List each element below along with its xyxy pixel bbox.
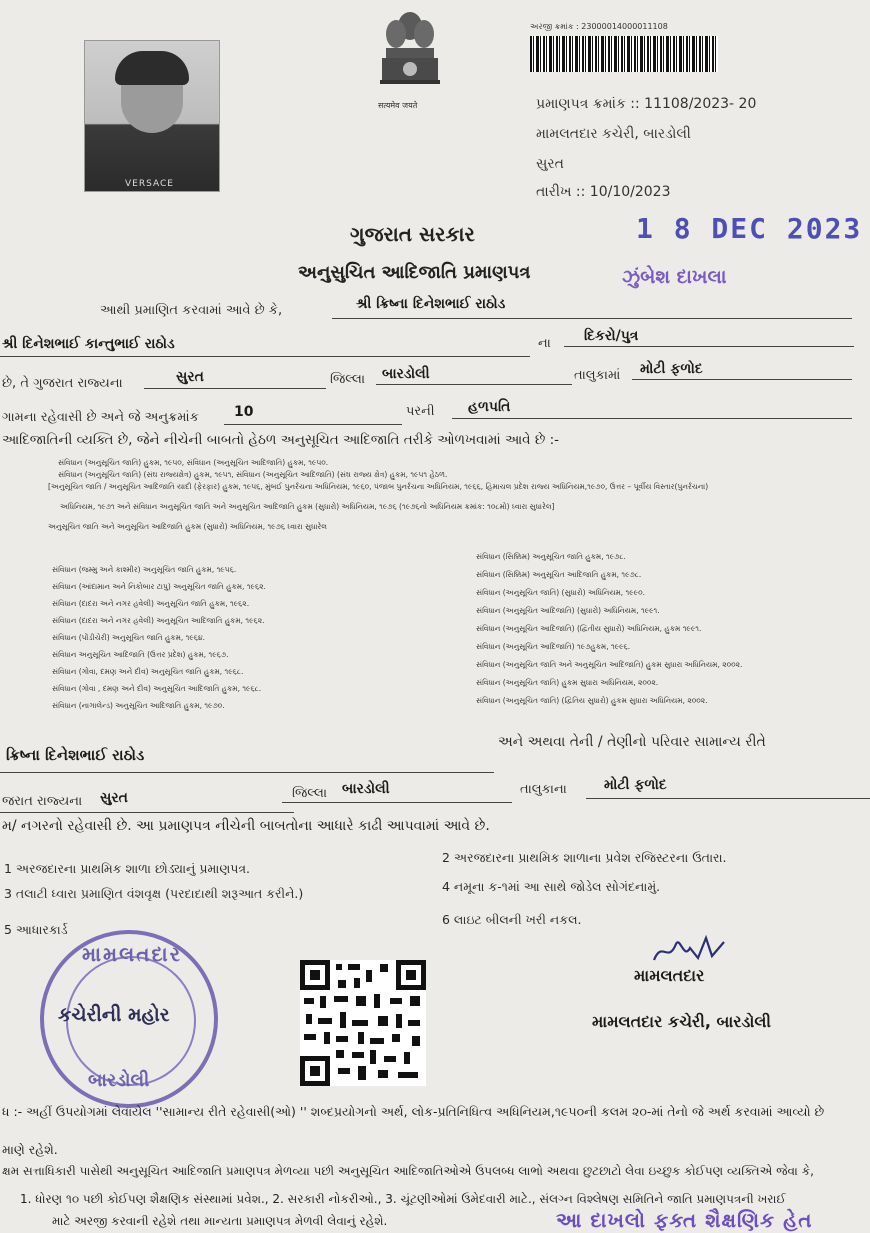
na-label: ના [538, 336, 551, 351]
tribe-name: હળપતિ [468, 399, 511, 415]
act-left-item: સંવિધાન (આંદામાન અને નિકોબાર ટાપુ) અનુસૂચિત જાતિ હુકમ, ૧૯૬૨. [52, 582, 266, 591]
barcode [530, 36, 718, 72]
act-right-item: સંવિધાન (અનુસૂચિત આદિજાતિ) (દ્વિતીય સુધારો) અધિનિયમ, હુકમ ૧૯૯૧. [476, 624, 702, 633]
act-left-item: સંવિધાન (નાગાલેન્ડ) અનુસૂચિત આદિજાતિ હુકમ, ૧૯૭૦. [52, 701, 225, 710]
national-emblem-icon [372, 8, 448, 104]
act-left-item: સંવિધાન (જમ્મુ અને કાશ્મીર) અનુસૂચિત જાતિ હુકમ, ૧૯૫૬. [52, 565, 237, 574]
family-text: અને અથવા તેની / તેણીનો પરિવાર સામાન્ય રીતે [498, 734, 766, 750]
residence-state-prefix: જરાત રાજ્યના [2, 794, 83, 809]
act-right-item: સંવિધાન (અનુસૂચિત જાતિ) (દ્વિતિય સુધારો) હુકમ સુધારા અધિનિયમ, ૨૦૦૨. [476, 696, 708, 705]
act-left-item: સંવિધાન અનુસૂચિત આદિજાતિ (ઉત્તર પ્રદેશ) હુકમ, ૧૯૬૭. [52, 650, 229, 659]
document-item: 6 લાઇટ બીલની ખરી નકલ. [442, 912, 582, 927]
government-title: ગુજરાત સરકાર [350, 222, 475, 246]
act-left-item: સંવિધાન (દાદરા અને નગર હવેલી) અનુસૂચિત આદિજાતિ હુકમ, ૧૯૬૨. [52, 616, 265, 625]
act-left-item: સંવિધાન (ગોવા, દમણ અને દીવ) અનુસૂચિત જાતિ હુકમ, ૧૯૬૮. [52, 667, 244, 676]
act-right-item: સંવિધાન (સિક્કિમ) અનુસૂચિત આદિજાતિ હુકમ, ૧૯૭૮. [476, 570, 642, 579]
district-value: સુરત [176, 369, 204, 385]
issuing-city: સુરત [536, 156, 564, 172]
act-left-item: સંવિધાન (ગોવા , દમણ અને દીવ) અનુસૂચિત આદિજાતિ હુકમ, ૧૯૬૮. [52, 684, 262, 693]
seal-bottom-text: બારડોલી [88, 1070, 150, 1091]
signature-icon [650, 930, 730, 970]
qr-code [300, 960, 426, 1086]
photo-caption: VERSACE [125, 179, 174, 189]
educational-purpose-stamp: આ દાખલો ફક્ત શૈક્ષણિક હેત [556, 1208, 813, 1232]
issuing-office: મામલતદાર કચેરી, બારડોલી [536, 126, 691, 142]
act-line: અધિનિયમ, ૧૯૭૧ અને સંવિધાન અનુસૂચિત જાતિ અને અનુસૂચિત આદિજાતિ હુકમ (સુધારો) અધિનિયમ, ૧૯૭૬ (૧૯૭૬નો અધિનિયમ ક્રમાંક: ૧૦૮મો) ધ્વારા સુધારેલ] [60, 502, 555, 511]
act-left-item: સંવિધાન (પોંડીચેરી) અનુસૂચિત જાતિ હુકમ, ૧૯૬૪. [52, 633, 206, 642]
father-name: શ્રી દિનેશભાઈ કાન્તુભાઈ રાઠોડ [2, 336, 175, 352]
signatory-office: મામલતદાર કચેરી, બારડોલી [592, 1012, 772, 1031]
document-item: 4 નમૂના ક-૧માં આ સાથે જોડેલ સોગંદનામું. [442, 879, 661, 894]
residence-taluka: બારડોલી [342, 781, 390, 797]
act-line: [અનુસૂચિત જાતિ / અનુસૂચિત આદિજાતિ યાદી (ફેરફાર) હુકમ, ૧૯૫૬, મુંબઈ પુનર્રચના અધિનિયમ, ૧૯૬૦, પંજાબ પુનર્રચના અધિનિયમ, ૧૯૬૬, હિમાચલ પ્રદેશ રાજ્ય અધિનિયમ,૧૯૭૦, ઉત્તર – પૂર્વીય વિસ્તાર(પુનર્રચના) [48, 482, 709, 491]
act-line: સંવિધાન (અનુસૂચિત જાતિ) (સંઘ રાજ્યક્ષેત્ર) હુકમ, ૧૯૫૧, સંવિધાન (અનુસૂચિત આદિજાતિ) (સંઘ રાજ્ય ક્ષેત્ર) હુકમ, ૧૯૫૧ હેઠળ. [58, 470, 448, 479]
residence-taluka-label: તાલુકાના [520, 782, 567, 797]
emblem-motto: सत्यमेव जयते [378, 101, 418, 110]
seal-middle-text: કચેરીની મહોર [58, 1004, 170, 1026]
footer-note: 1. ધોરણ ૧૦ પછી કોઈપણ શૈક્ષણિક સંસ્થામાં પ્રવેશ., 2. સરકારી નોકરીઓ., 3. ચૂંટણીઓમાં ઉમેદવારી માટે., સંલગ્ન વિશ્લેષણ સમિતિને જાતિ પ્રમાણપત્રની ખરાઈ [20, 1192, 786, 1206]
residence-district-label: જિલ્લા [292, 786, 328, 801]
footer-note: માટે અરજી કરવાની રહેશે તથા માન્યતા પ્રમાણપત્ર મેળવી લેવાનું રહેશે. [52, 1214, 388, 1228]
document-item: 3 તલાટી ધ્વારા પ્રમાણિત વંશવૃક્ષ (પરદાદાથી શરૂઆત કરીને.) [4, 886, 304, 901]
act-line: સંવિધાન (અનુસૂચિત જાતિ) હુકમ, ૧૯૫૦, સંવિધાન (અનુસૂચિત આદિજાતિ) હુકમ, ૧૯૫૦. [58, 458, 329, 467]
received-date-stamp: 1 8 DEC 2023 [636, 212, 863, 245]
relation: દિકરો/પુત્ર [584, 328, 639, 344]
document-item: 1 અરજદારના પ્રાથમિક શાળા છોડ્યાનું પ્રમાણપત્ર. [4, 861, 251, 876]
footer-note: માણે રહેશે. [2, 1142, 58, 1157]
applicant-photo [84, 40, 220, 192]
taluka-value: બારડોલી [382, 366, 430, 382]
intro-text: આથી પ્રમાણિત કરવામાં આવે છે કે, [100, 303, 283, 318]
act-right-item: સંવિધાન (અનુસૂચિત આદિજાતિ) ૧૯૭હુકમ, ૧૯૯૬. [476, 642, 631, 651]
state-prefix: છે, તે ગુજરાત રાજ્યના [2, 376, 123, 391]
issue-date: તારીખ :: 10/10/2023 [536, 184, 671, 200]
act-left-item: સંવિધાન (દાદરા અને નગર હવેલી) અનુસૂચિત જાતિ હુકમ, ૧૯૬૨. [52, 599, 250, 608]
district-label: જિલ્લા [330, 372, 366, 387]
serial-number: 10 [234, 404, 254, 420]
campaign-stamp: ઝુંબેશ દાખલા [622, 266, 727, 288]
document-item: 2 અરજદારના પ્રાથમિક શાળાના પ્રવેશ રજિસ્ટરના ઉતારા. [442, 850, 727, 865]
act-right-item: સંવિધાન (અનુસૂચિત જાતિ) (સુધારો) અધિનિયમ, ૧૯૯૦. [476, 588, 646, 597]
act-right-item: સંવિધાન (સિક્કિમ) અનુસૂચિત જાતિ હુકમ, ૧૯૭૮. [476, 552, 626, 561]
act-right-item: સંવિધાન (અનુસૂચિત આદિજાતિ) (સુધારો) અધિનિયમ, ૧૯૯૧. [476, 606, 660, 615]
certificate-title: અનુસુચિત આદિજાતિ પ્રમાણપત્ર [298, 262, 531, 283]
resident-prefix: ગામના રહેવાસી છે અને જે અનુક્રમાંક [2, 410, 199, 425]
residence-village: મોટી ફળોદ [604, 777, 667, 793]
document-item: 5 આધારકાર્ડ [4, 922, 68, 937]
certificate-number: પ્રમાણપત્ર ક્રમાંક :: 11108/2023- 20 [536, 96, 757, 112]
tribe-statement: આદિજાતિની વ્યક્તિ છે, જેને નીચેની બાબતો હેઠળ અનુસૂચિત આદિજાતિ તરીકે ઓળખવામાં આવે છે :- [2, 432, 560, 448]
footer-note: ધ :- અહીં ઉપયોગમાં લેવાયેલ ''સામાન્ય રીતે રહેવાસી(ઓ) '' શબ્દપ્રયોગનો અર્થ, લોક-પ્રતિનિધિત્વ અધિનિયમ,૧૯૫૦ની કલમ ૨૦-માં તેનો જે અર્થ કરવામાં આવ્યો છે [2, 1104, 825, 1119]
act-right-item: સંવિધાન (અનુસૂચિત જાતિ અને અનુસૂચિત આદિજાતિ) હુકમ સુધારા અધિનિયમ, ૨૦૦૨. [476, 660, 743, 669]
taluka-label: તાલુકામાં [574, 368, 621, 383]
parni-label: પરની [406, 404, 435, 419]
office-seal [40, 930, 218, 1108]
barcode-label: અરજી ક્રમાંક : 23000014000011108 [530, 22, 668, 31]
residence-district: સુરત [100, 790, 128, 806]
footer-note: ક્ષમ સત્તાધિકારી પાસેથી અનુસૂચિત આદિજાતિ પ્રમાણપત્ર મેળવ્યા પછી અનુસૂચિત આદિજાતિઓએ ઉપલબ્ધ લાભો અથવા છુટછાટો લેવા ઇચ્છુક કોઈપણ વ્યક્તિએ જેવા કે, [2, 1164, 814, 1178]
act-line: અનુસૂચિત જાતિ અને અનુસૂચિત આદિજાતિ હુકમ (સુધારો) અધિનિયમ, ૧૯૭૬ ધ્વારા સુધારેલ [48, 522, 327, 531]
seal-top-text: મામલતદાર [82, 942, 182, 966]
basis-text: મ/ નગરનો રહેવાસી છે. આ પ્રમાણપત્ર નીચેની બાબતોના આધારે કાઢી આપવામાં આવે છે. [2, 818, 490, 834]
village-value: મોટી ફળોદ [640, 361, 703, 377]
signatory-title: મામલતદાર [634, 966, 705, 985]
act-right-item: સંવિધાન (અનુસૂચિત જાતિ) હુકમ સુધારા અધિનિયમ, ૨૦૦૨. [476, 678, 659, 687]
person-name: શ્રી ક્રિષ્ના દિનેશભાઈ રાઠોડ [356, 296, 506, 312]
residence-name: ક્રિષ્ના દિનેશભાઈ રાઠોડ [6, 746, 145, 764]
